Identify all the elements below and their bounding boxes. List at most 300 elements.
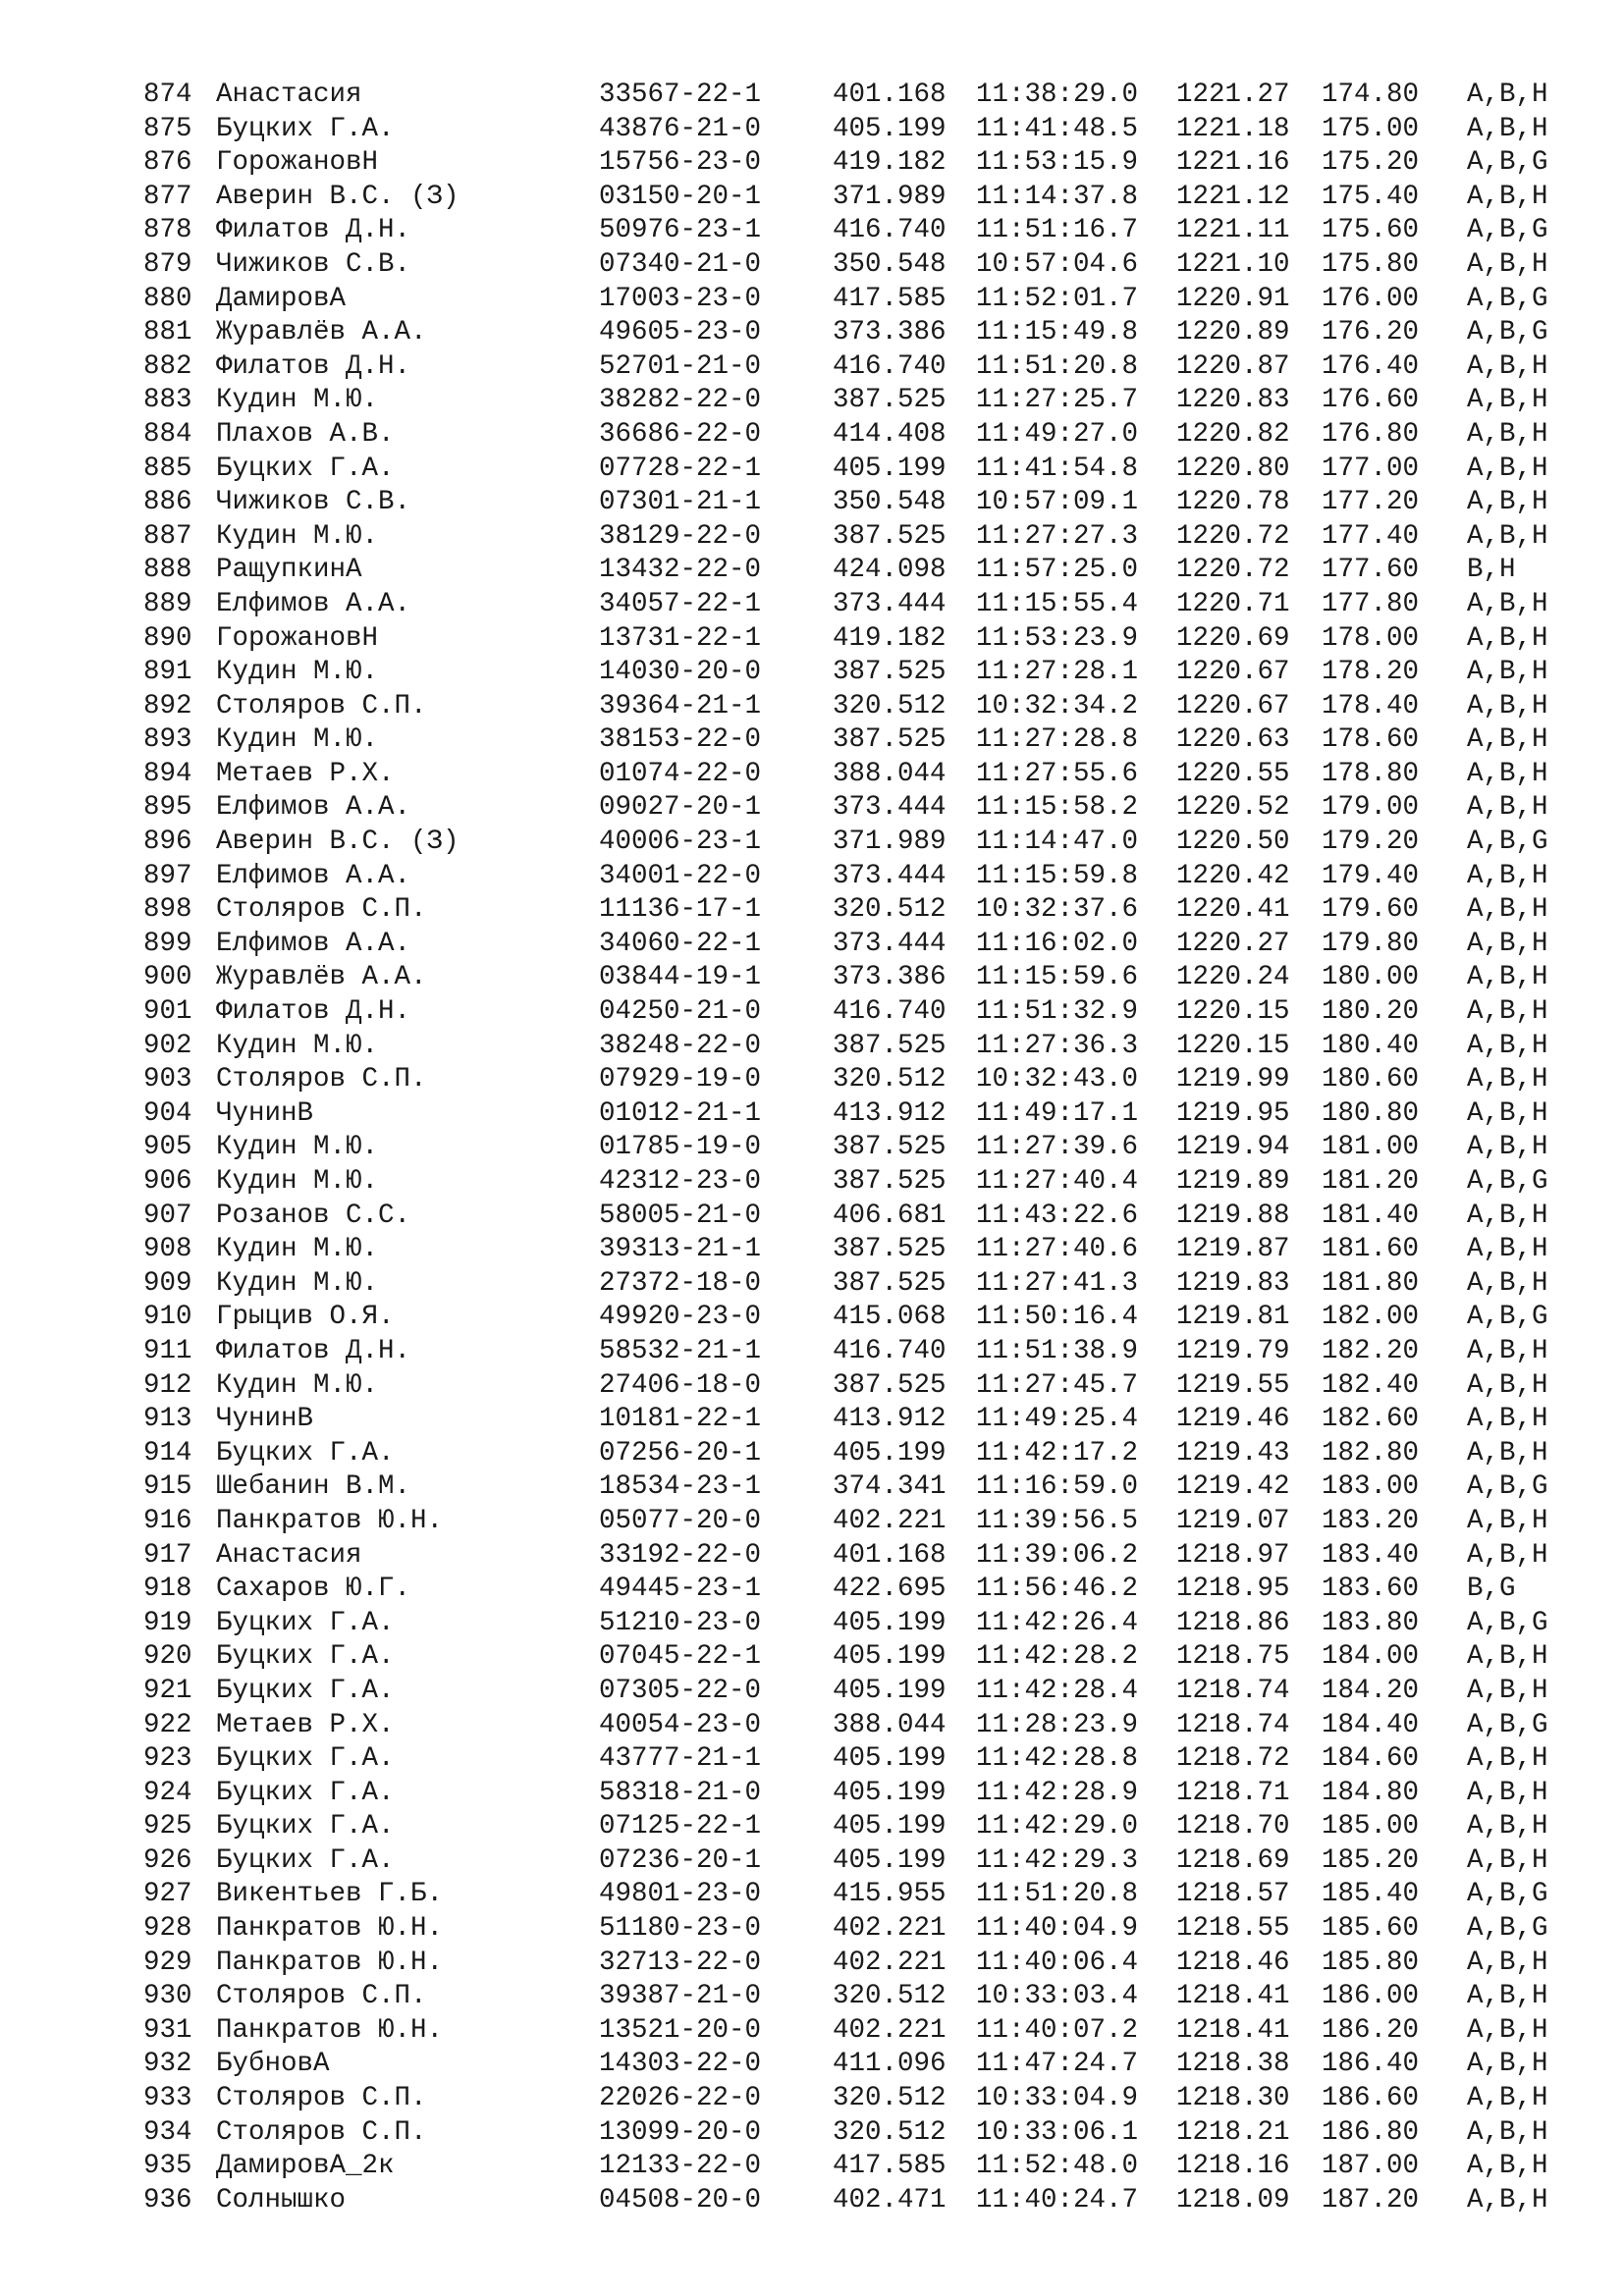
arrival-time: 10:33:03.4 (976, 1981, 1139, 2012)
points: 185.20 (1322, 1844, 1420, 1876)
points: 179.00 (1322, 792, 1420, 824)
arrival-time: 11:14:37.8 (976, 181, 1139, 212)
points: 185.60 (1322, 1913, 1420, 1945)
speed: 1220.72 (1176, 555, 1290, 586)
distance: 402.221 (833, 1913, 947, 1945)
row-number: 895 (143, 792, 192, 824)
ring-number: 49605-23-0 (599, 317, 762, 348)
speed: 1218.75 (1176, 1641, 1290, 1673)
distance: 413.912 (833, 1097, 947, 1129)
points: 186.20 (1322, 2014, 1420, 2046)
distance: 350.548 (833, 487, 947, 518)
ring-number: 39313-21-1 (599, 1234, 762, 1265)
points: 180.80 (1322, 1097, 1420, 1129)
category-flags: A,B,H (1467, 1437, 1548, 1468)
speed: 1218.69 (1176, 1844, 1290, 1876)
arrival-time: 11:15:59.6 (976, 962, 1139, 993)
speed: 1220.71 (1176, 588, 1290, 619)
points: 182.40 (1322, 1369, 1420, 1401)
ring-number: 17003-23-0 (599, 283, 762, 314)
distance: 416.740 (833, 996, 947, 1028)
category-flags: A,B,H (1467, 1641, 1548, 1673)
arrival-time: 11:51:38.9 (976, 1335, 1139, 1366)
row-number: 881 (143, 317, 192, 348)
row-number: 892 (143, 690, 192, 721)
row-number: 933 (143, 2083, 192, 2114)
ring-number: 07728-22-1 (599, 453, 762, 484)
points: 177.60 (1322, 555, 1420, 586)
points: 174.80 (1322, 80, 1420, 110)
points: 176.60 (1322, 385, 1420, 416)
fancier-name: Буцких Г.А. (216, 1437, 395, 1468)
row-number: 890 (143, 622, 192, 654)
ring-number: 07929-19-0 (599, 1064, 762, 1095)
speed: 1218.72 (1176, 1743, 1290, 1775)
fancier-name: Столяров С.П. (216, 894, 427, 926)
ring-number: 03150-20-1 (599, 181, 762, 212)
distance: 320.512 (833, 2116, 947, 2148)
category-flags: A,B,H (1467, 657, 1548, 688)
fancier-name: Кудин М.Ю. (216, 1166, 379, 1197)
category-flags: A,B,H (1467, 894, 1548, 926)
points: 184.80 (1322, 1777, 1420, 1808)
points: 181.00 (1322, 1132, 1420, 1163)
fancier-name: Кудин М.Ю. (216, 657, 379, 688)
arrival-time: 11:27:55.6 (976, 758, 1139, 789)
ring-number: 09027-20-1 (599, 792, 762, 824)
ring-number: 07340-21-0 (599, 248, 762, 280)
row-number: 899 (143, 928, 192, 959)
fancier-name: Буцких Г.А. (216, 1675, 395, 1706)
points: 184.60 (1322, 1743, 1420, 1775)
ring-number: 32713-22-0 (599, 1947, 762, 1978)
arrival-time: 11:27:45.7 (976, 1369, 1139, 1401)
category-flags: A,B,H (1467, 1947, 1548, 1978)
row-number: 930 (143, 1981, 192, 2012)
ring-number: 49445-23-1 (599, 1574, 762, 1605)
distance: 402.221 (833, 1947, 947, 1978)
distance: 401.168 (833, 1539, 947, 1571)
points: 176.20 (1322, 317, 1420, 348)
row-number: 919 (143, 1607, 192, 1638)
category-flags: A,B,H (1467, 418, 1548, 450)
ring-number: 07301-21-1 (599, 487, 762, 518)
distance: 415.955 (833, 1879, 947, 1910)
speed: 1219.46 (1176, 1404, 1290, 1435)
speed: 1220.80 (1176, 453, 1290, 484)
ring-number: 43777-21-1 (599, 1743, 762, 1775)
arrival-time: 11:52:48.0 (976, 2151, 1139, 2182)
speed: 1220.42 (1176, 860, 1290, 891)
fancier-name: Филатов Д.Н. (216, 996, 411, 1028)
ring-number: 38129-22-0 (599, 520, 762, 552)
row-number: 929 (143, 1947, 192, 1978)
arrival-time: 11:42:28.4 (976, 1675, 1139, 1706)
fancier-name: Чижиков С.В. (216, 248, 411, 280)
speed: 1220.55 (1176, 758, 1290, 789)
points: 177.20 (1322, 487, 1420, 518)
points: 176.00 (1322, 283, 1420, 314)
fancier-name: Чижиков С.В. (216, 487, 411, 518)
category-flags: A,B,H (1467, 1404, 1548, 1435)
arrival-time: 11:42:29.0 (976, 1811, 1139, 1842)
fancier-name: Розанов С.С. (216, 1200, 411, 1231)
category-flags: B,H (1467, 555, 1516, 586)
arrival-time: 11:15:58.2 (976, 792, 1139, 824)
ring-number: 12133-22-0 (599, 2151, 762, 2182)
arrival-time: 11:43:22.6 (976, 1200, 1139, 1231)
fancier-name: Кудин М.Ю. (216, 1132, 379, 1163)
speed: 1219.99 (1176, 1064, 1290, 1095)
points: 176.40 (1322, 350, 1420, 382)
distance: 402.221 (833, 2014, 947, 2046)
arrival-time: 11:28:23.9 (976, 1709, 1139, 1740)
points: 175.60 (1322, 215, 1420, 246)
arrival-time: 11:42:28.2 (976, 1641, 1139, 1673)
speed: 1218.71 (1176, 1777, 1290, 1808)
category-flags: A,B,H (1467, 487, 1548, 518)
fancier-name: Аверин В.С. (З) (216, 181, 460, 212)
distance: 416.740 (833, 1335, 947, 1366)
speed: 1219.95 (1176, 1097, 1290, 1129)
distance: 415.068 (833, 1302, 947, 1333)
arrival-time: 10:33:06.1 (976, 2116, 1139, 2148)
speed: 1221.27 (1176, 80, 1290, 110)
ring-number: 38248-22-0 (599, 1030, 762, 1061)
ring-number: 39364-21-1 (599, 690, 762, 721)
speed: 1218.74 (1176, 1709, 1290, 1740)
fancier-name: Кудин М.Ю. (216, 385, 379, 416)
category-flags: A,B,H (1467, 453, 1548, 484)
points: 178.60 (1322, 724, 1420, 756)
fancier-name: Панкратов Ю.Н. (216, 1913, 444, 1945)
fancier-name: ГорожановН (216, 147, 379, 179)
category-flags: A,B,G (1467, 283, 1548, 314)
points: 180.60 (1322, 1064, 1420, 1095)
category-flags: A,B,H (1467, 758, 1548, 789)
distance: 419.182 (833, 622, 947, 654)
distance: 411.096 (833, 2049, 947, 2080)
arrival-time: 10:32:43.0 (976, 1064, 1139, 1095)
points: 183.80 (1322, 1607, 1420, 1638)
arrival-time: 11:15:49.8 (976, 317, 1139, 348)
category-flags: A,B,G (1467, 147, 1548, 179)
speed: 1221.10 (1176, 248, 1290, 280)
fancier-name: Филатов Д.Н. (216, 350, 411, 382)
ring-number: 58318-21-0 (599, 1777, 762, 1808)
points: 180.00 (1322, 962, 1420, 993)
ring-number: 34060-22-1 (599, 928, 762, 959)
category-flags: A,B,G (1467, 827, 1548, 858)
category-flags: A,B,H (1467, 1539, 1548, 1571)
points: 187.20 (1322, 2184, 1420, 2216)
arrival-time: 10:32:37.6 (976, 894, 1139, 926)
speed: 1221.16 (1176, 147, 1290, 179)
fancier-name: ГорожановН (216, 622, 379, 654)
points: 175.40 (1322, 181, 1420, 212)
row-number: 927 (143, 1879, 192, 1910)
category-flags: A,B,H (1467, 1811, 1548, 1842)
arrival-time: 11:53:23.9 (976, 622, 1139, 654)
arrival-time: 11:50:16.4 (976, 1302, 1139, 1333)
distance: 405.199 (833, 1607, 947, 1638)
row-number: 914 (143, 1437, 192, 1468)
category-flags: A,B,H (1467, 1097, 1548, 1129)
points: 176.80 (1322, 418, 1420, 450)
category-flags: A,B,H (1467, 520, 1548, 552)
arrival-time: 11:41:48.5 (976, 113, 1139, 144)
row-number: 935 (143, 2151, 192, 2182)
speed: 1220.89 (1176, 317, 1290, 348)
distance: 373.386 (833, 317, 947, 348)
distance: 387.525 (833, 1234, 947, 1265)
category-flags: A,B,H (1467, 1267, 1548, 1299)
fancier-name: Шебанин В.М. (216, 1471, 411, 1503)
arrival-time: 10:33:04.9 (976, 2083, 1139, 2114)
ring-number: 07305-22-0 (599, 1675, 762, 1706)
arrival-time: 11:40:06.4 (976, 1947, 1139, 1978)
points: 179.40 (1322, 860, 1420, 891)
speed: 1219.07 (1176, 1505, 1290, 1536)
fancier-name: Кудин М.Ю. (216, 1267, 379, 1299)
arrival-time: 10:57:04.6 (976, 248, 1139, 280)
fancier-name: Анастасия (216, 1539, 362, 1571)
fancier-name: Столяров С.П. (216, 690, 427, 721)
fancier-name: Сахаров Ю.Г. (216, 1574, 411, 1605)
fancier-name: ЧунинВ (216, 1097, 314, 1129)
arrival-time: 11:51:20.8 (976, 350, 1139, 382)
row-number: 874 (143, 80, 192, 110)
speed: 1221.11 (1176, 215, 1290, 246)
arrival-time: 11:15:55.4 (976, 588, 1139, 619)
ring-number: 13731-22-1 (599, 622, 762, 654)
category-flags: A,B,H (1467, 1981, 1548, 2012)
speed: 1218.41 (1176, 2014, 1290, 2046)
points: 181.20 (1322, 1166, 1420, 1197)
category-flags: A,B,G (1467, 1302, 1548, 1333)
ring-number: 18534-23-1 (599, 1471, 762, 1503)
arrival-time: 11:27:40.6 (976, 1234, 1139, 1265)
speed: 1218.70 (1176, 1811, 1290, 1842)
fancier-name: Филатов Д.Н. (216, 215, 411, 246)
category-flags: A,B,H (1467, 1743, 1548, 1775)
ring-number: 49801-23-0 (599, 1879, 762, 1910)
distance: 387.525 (833, 385, 947, 416)
speed: 1218.41 (1176, 1981, 1290, 2012)
ring-number: 51210-23-0 (599, 1607, 762, 1638)
ring-number: 14030-20-0 (599, 657, 762, 688)
category-flags: A,B,H (1467, 2151, 1548, 2182)
speed: 1219.43 (1176, 1437, 1290, 1468)
distance: 419.182 (833, 147, 947, 179)
points: 183.20 (1322, 1505, 1420, 1536)
ring-number: 49920-23-0 (599, 1302, 762, 1333)
arrival-time: 11:38:29.0 (976, 80, 1139, 110)
points: 181.60 (1322, 1234, 1420, 1265)
points: 184.00 (1322, 1641, 1420, 1673)
arrival-time: 11:40:04.9 (976, 1913, 1139, 1945)
arrival-time: 11:27:28.8 (976, 724, 1139, 756)
points: 179.80 (1322, 928, 1420, 959)
row-number: 915 (143, 1471, 192, 1503)
points: 185.40 (1322, 1879, 1420, 1910)
fancier-name: БубновА (216, 2049, 330, 2080)
distance: 413.912 (833, 1404, 947, 1435)
speed: 1218.86 (1176, 1607, 1290, 1638)
arrival-time: 10:57:09.1 (976, 487, 1139, 518)
fancier-name: ДамировА_2к (216, 2151, 395, 2182)
fancier-name: Буцких Г.А. (216, 1641, 395, 1673)
row-number: 876 (143, 147, 192, 179)
row-number: 891 (143, 657, 192, 688)
ring-number: 07045-22-1 (599, 1641, 762, 1673)
ring-number: 27406-18-0 (599, 1369, 762, 1401)
arrival-time: 11:49:27.0 (976, 418, 1139, 450)
fancier-name: Журавлёв А.А. (216, 317, 427, 348)
distance: 320.512 (833, 2083, 947, 2114)
row-number: 913 (143, 1404, 192, 1435)
row-number: 926 (143, 1844, 192, 1876)
category-flags: A,B,H (1467, 1844, 1548, 1876)
arrival-time: 11:39:56.5 (976, 1505, 1139, 1536)
distance: 405.199 (833, 113, 947, 144)
distance: 405.199 (833, 1777, 947, 1808)
arrival-time: 11:27:27.3 (976, 520, 1139, 552)
distance: 387.525 (833, 520, 947, 552)
row-number: 884 (143, 418, 192, 450)
category-flags: A,B,H (1467, 1777, 1548, 1808)
fancier-name: Аверин В.С. (З) (216, 827, 460, 858)
fancier-name: Плахов А.В. (216, 418, 395, 450)
ring-number: 34057-22-1 (599, 588, 762, 619)
speed: 1220.52 (1176, 792, 1290, 824)
points: 186.40 (1322, 2049, 1420, 2080)
category-flags: A,B,H (1467, 2116, 1548, 2148)
ring-number: 07236-20-1 (599, 1844, 762, 1876)
fancier-name: Кудин М.Ю. (216, 724, 379, 756)
fancier-name: Елфимов А.А. (216, 588, 411, 619)
row-number: 922 (143, 1709, 192, 1740)
speed: 1218.57 (1176, 1879, 1290, 1910)
category-flags: A,B,H (1467, 1234, 1548, 1265)
ring-number: 33192-22-0 (599, 1539, 762, 1571)
ring-number: 38282-22-0 (599, 385, 762, 416)
arrival-time: 11:51:16.7 (976, 215, 1139, 246)
distance: 320.512 (833, 1064, 947, 1095)
speed: 1221.12 (1176, 181, 1290, 212)
distance: 320.512 (833, 1981, 947, 2012)
speed: 1220.67 (1176, 657, 1290, 688)
fancier-name: Солнышко (216, 2184, 347, 2216)
fancier-name: Журавлёв А.А. (216, 962, 427, 993)
speed: 1220.27 (1176, 928, 1290, 959)
row-number: 923 (143, 1743, 192, 1775)
ring-number: 27372-18-0 (599, 1267, 762, 1299)
distance: 373.386 (833, 962, 947, 993)
speed: 1218.30 (1176, 2083, 1290, 2114)
fancier-name: Кудин М.Ю. (216, 520, 379, 552)
row-number: 898 (143, 894, 192, 926)
arrival-time: 11:15:59.8 (976, 860, 1139, 891)
points: 179.60 (1322, 894, 1420, 926)
fancier-name: Викентьев Г.Б. (216, 1879, 444, 1910)
arrival-time: 11:51:32.9 (976, 996, 1139, 1028)
arrival-time: 11:56:46.2 (976, 1574, 1139, 1605)
row-number: 882 (143, 350, 192, 382)
ring-number: 43876-21-0 (599, 113, 762, 144)
distance: 371.989 (833, 181, 947, 212)
category-flags: A,B,H (1467, 792, 1548, 824)
row-number: 887 (143, 520, 192, 552)
category-flags: A,B,H (1467, 962, 1548, 993)
ring-number: 42312-23-0 (599, 1166, 762, 1197)
speed: 1218.09 (1176, 2184, 1290, 2216)
speed: 1218.55 (1176, 1913, 1290, 1945)
points: 180.20 (1322, 996, 1420, 1028)
category-flags: A,B,H (1467, 80, 1548, 110)
arrival-time: 10:32:34.2 (976, 690, 1139, 721)
ring-number: 10181-22-1 (599, 1404, 762, 1435)
speed: 1219.89 (1176, 1166, 1290, 1197)
fancier-name: Столяров С.П. (216, 1064, 427, 1095)
arrival-time: 11:40:24.7 (976, 2184, 1139, 2216)
ring-number: 05077-20-0 (599, 1505, 762, 1536)
row-number: 877 (143, 181, 192, 212)
fancier-name: Анастасия (216, 80, 362, 110)
fancier-name: Столяров С.П. (216, 2083, 427, 2114)
points: 178.80 (1322, 758, 1420, 789)
fancier-name: Метаев Р.Х. (216, 1709, 395, 1740)
points: 186.80 (1322, 2116, 1420, 2148)
row-number: 908 (143, 1234, 192, 1265)
distance: 387.525 (833, 724, 947, 756)
ring-number: 11136-17-1 (599, 894, 762, 926)
row-number: 905 (143, 1132, 192, 1163)
distance: 414.408 (833, 418, 947, 450)
ring-number: 40054-23-0 (599, 1709, 762, 1740)
points: 185.80 (1322, 1947, 1420, 1978)
category-flags: A,B,H (1467, 1132, 1548, 1163)
row-number: 921 (143, 1675, 192, 1706)
distance: 424.098 (833, 555, 947, 586)
arrival-time: 11:57:25.0 (976, 555, 1139, 586)
category-flags: A,B,H (1467, 928, 1548, 959)
points: 186.60 (1322, 2083, 1420, 2114)
fancier-name: Буцких Г.А. (216, 1844, 395, 1876)
ring-number: 58005-21-0 (599, 1200, 762, 1231)
row-number: 906 (143, 1166, 192, 1197)
category-flags: A,B,G (1467, 1471, 1548, 1503)
arrival-time: 11:42:17.2 (976, 1437, 1139, 1468)
row-number: 912 (143, 1369, 192, 1401)
distance: 405.199 (833, 453, 947, 484)
points: 183.00 (1322, 1471, 1420, 1503)
points: 185.00 (1322, 1811, 1420, 1842)
category-flags: A,B,G (1467, 317, 1548, 348)
points: 184.20 (1322, 1675, 1420, 1706)
category-flags: A,B,H (1467, 385, 1548, 416)
arrival-time: 11:27:25.7 (976, 385, 1139, 416)
fancier-name: Столяров С.П. (216, 2116, 427, 2148)
speed: 1219.55 (1176, 1369, 1290, 1401)
row-number: 879 (143, 248, 192, 280)
row-number: 904 (143, 1097, 192, 1129)
ring-number: 07125-22-1 (599, 1811, 762, 1842)
speed: 1220.83 (1176, 385, 1290, 416)
fancier-name: Елфимов А.А. (216, 860, 411, 891)
category-flags: A,B,H (1467, 2014, 1548, 2046)
row-number: 909 (143, 1267, 192, 1299)
